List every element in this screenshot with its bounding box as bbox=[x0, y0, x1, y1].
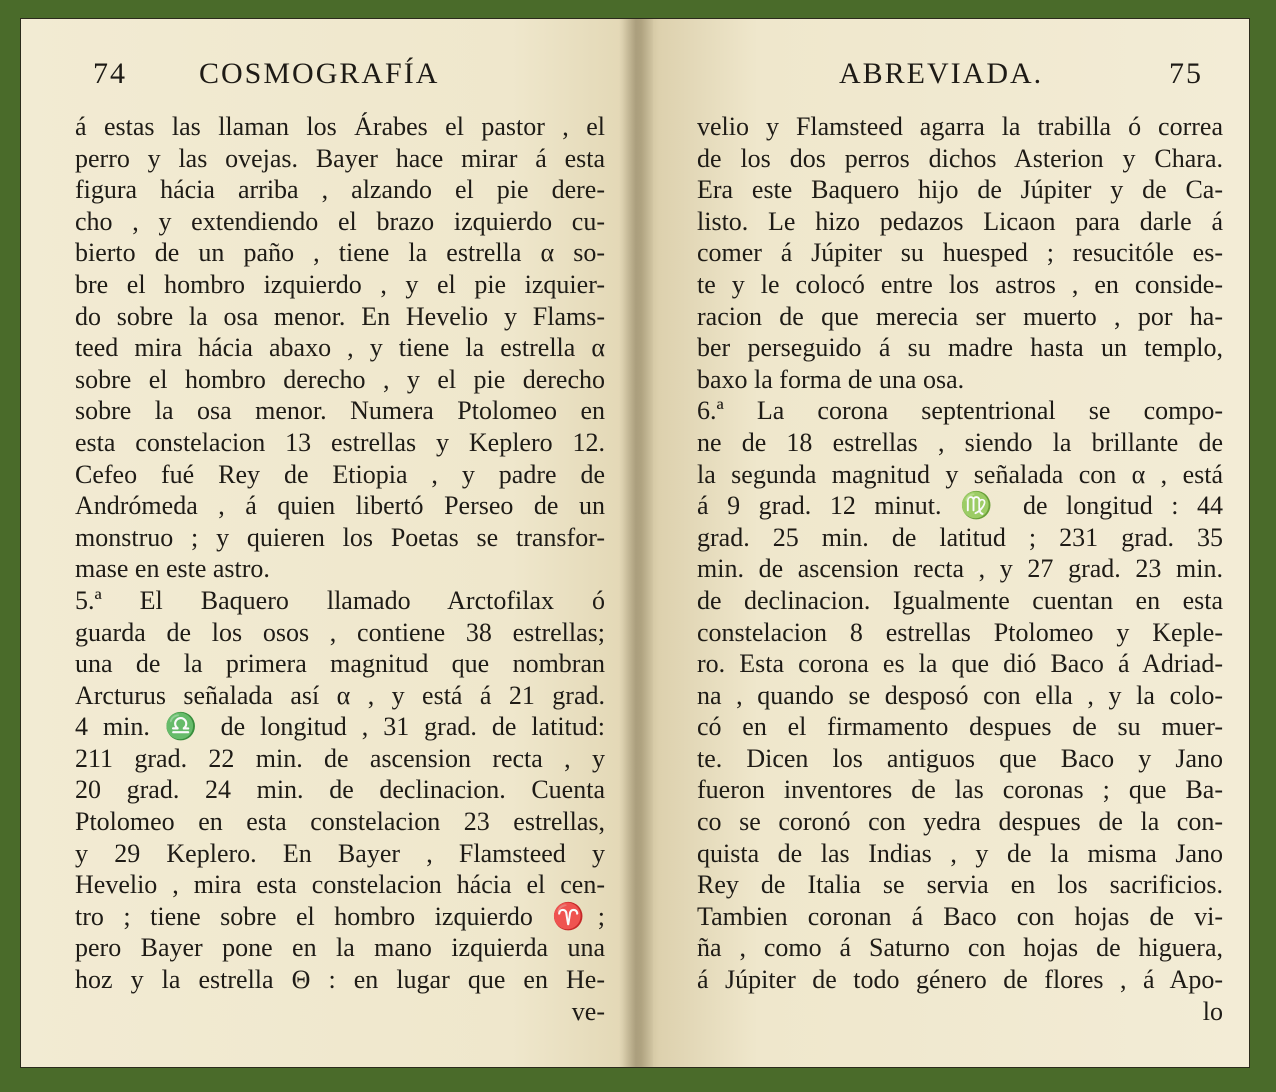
text-line: Rey de Italia se servia en los sacrificios. bbox=[697, 870, 1223, 900]
right-page-header bbox=[651, 57, 1249, 97]
text-line: baxo la forma de una osa. bbox=[697, 364, 965, 394]
text-line: co se coronó con yedra despues de la con- bbox=[697, 807, 1223, 837]
text-line: ña , como á Saturno con hojas de higuera, bbox=[697, 933, 1223, 963]
text-line: á 9 grad. 12 minut. ♍ de longitud : 44 bbox=[697, 491, 1223, 521]
text-line: 20 grad. 24 min. de declinacion. Cuenta bbox=[75, 775, 605, 805]
text-line: de declinacion. Igualmente cuentan en esta bbox=[697, 585, 1223, 615]
text-line: comer á Júpiter su huesped ; resucitóle es- bbox=[697, 238, 1223, 268]
left-page-text bbox=[75, 111, 605, 1027]
book-gutter bbox=[619, 19, 653, 1067]
text-line: 211 grad. 22 min. de ascension recta , y bbox=[75, 743, 605, 773]
text-line: sobre el hombro derecho , y el pie derecho bbox=[75, 364, 605, 394]
right-page-text bbox=[697, 111, 1223, 1027]
text-line: bre el hombro izquierdo , y el pie izquier- bbox=[75, 269, 605, 299]
text-line: esta constelacion 13 estrellas y Keplero 12. bbox=[75, 427, 605, 457]
text-line: ber perseguido á su madre hasta un templo, bbox=[697, 333, 1223, 363]
text-line: Tambien coronan á Baco con hojas de vi- bbox=[697, 901, 1223, 931]
text-line: fueron inventores de las coronas ; que Ba- bbox=[697, 775, 1223, 805]
text-line: sobre la osa menor. Numera Ptolomeo en bbox=[75, 396, 605, 426]
text-line: teed mira hácia abaxo , y tiene la estrella α bbox=[75, 333, 605, 363]
text-line: y 29 Keplero. En Bayer , Flamsteed y bbox=[75, 838, 605, 868]
text-line: una de la primera magnitud que nombran bbox=[75, 649, 605, 679]
text-line: 5.ª El Baquero llamado Arctofilax ó bbox=[75, 585, 605, 615]
text-line: Era este Baquero hijo de Júpiter y de Ca- bbox=[697, 175, 1223, 205]
text-line: quista de las Indias , y de la misma Jano bbox=[697, 838, 1223, 868]
running-title: COSMOGRAFÍA bbox=[199, 57, 440, 90]
text-line: listo. Le hizo pedazos Licaon para darle á bbox=[697, 206, 1223, 236]
text-line: min. de ascension recta , y 27 grad. 23 min. bbox=[697, 554, 1223, 584]
text-line: Arcturus señalada así α , y está á 21 grad. bbox=[75, 680, 605, 710]
text-line: có en el firmamento despues de su muer- bbox=[697, 712, 1223, 742]
text-line: hoz y la estrella Θ : en lugar que en He- bbox=[75, 965, 605, 995]
text-line: ve- bbox=[571, 996, 605, 1026]
text-line: perro y las ovejas. Bayer hace mirar á esta bbox=[75, 143, 605, 173]
text-line: mase en este astro. bbox=[75, 554, 270, 584]
text-line: velio y Flamsteed agarra la trabilla ó correa bbox=[697, 112, 1223, 141]
page-number: 74 bbox=[93, 57, 127, 90]
text-line: monstruo ; y quieren los Poetas se transfor- bbox=[75, 522, 605, 552]
text-line: grad. 25 min. de latitud ; 231 grad. 35 bbox=[697, 522, 1223, 552]
text-line: á estas las llaman los Árabes el pastor , el bbox=[75, 112, 605, 141]
text-line: ro. Esta corona es la que dió Baco á Adriad- bbox=[697, 649, 1223, 679]
text-line: Cefeo fué Rey de Etiopia , y padre de bbox=[75, 459, 605, 489]
page-number: 75 bbox=[1169, 57, 1203, 90]
right-page bbox=[651, 19, 1249, 1067]
text-line: tro ; tiene sobre el hombro izquierdo ♈; bbox=[75, 901, 605, 931]
text-line: na , quando se desposó con ella , y la colo- bbox=[697, 680, 1223, 710]
text-line: lo bbox=[1202, 996, 1223, 1026]
text-line: Hevelio , mira esta constelacion hácia el cen- bbox=[75, 870, 605, 900]
text-line: do sobre la osa menor. En Hevelio y Flams- bbox=[75, 301, 605, 331]
text-line: á Júpiter de todo género de flores , á Apo- bbox=[697, 965, 1223, 995]
text-line: cho , y extendiendo el brazo izquierdo cu- bbox=[75, 206, 605, 236]
text-line: te. Dicen los antiguos que Baco y Jano bbox=[697, 743, 1223, 773]
text-line: de los dos perros dichos Asterion y Chara. bbox=[697, 143, 1223, 173]
text-line: ne de 18 estrellas , siendo la brillante de bbox=[697, 427, 1223, 457]
left-page-header bbox=[21, 57, 621, 97]
text-line: la segunda magnitud y señalada con α , está bbox=[697, 459, 1223, 489]
left-page bbox=[21, 19, 621, 1067]
running-title: ABREVIADA. bbox=[839, 57, 1044, 90]
text-line: Andrómeda , á quien libertó Perseo de un bbox=[75, 491, 605, 521]
text-line: bierto de un paño , tiene la estrella α so- bbox=[75, 238, 605, 268]
book-spread bbox=[20, 18, 1250, 1068]
text-line: pero Bayer pone en la mano izquierda una bbox=[75, 933, 605, 963]
text-line: Ptolomeo en esta constelacion 23 estrellas, bbox=[75, 807, 605, 837]
text-line: guarda de los osos , contiene 38 estrellas; bbox=[75, 617, 605, 647]
text-line: racion de que merecia ser muerto , por ha- bbox=[697, 301, 1223, 331]
text-line: te y le colocó entre los astros , en conside- bbox=[697, 269, 1223, 299]
text-line: figura hácia arriba , alzando el pie dere- bbox=[75, 175, 605, 205]
text-line: constelacion 8 estrellas Ptolomeo y Keple- bbox=[697, 617, 1223, 647]
text-line: 4 min. ♎ de longitud , 31 grad. de latitud: bbox=[75, 712, 605, 742]
text-line: 6.ª La corona septentrional se compo- bbox=[697, 396, 1223, 426]
